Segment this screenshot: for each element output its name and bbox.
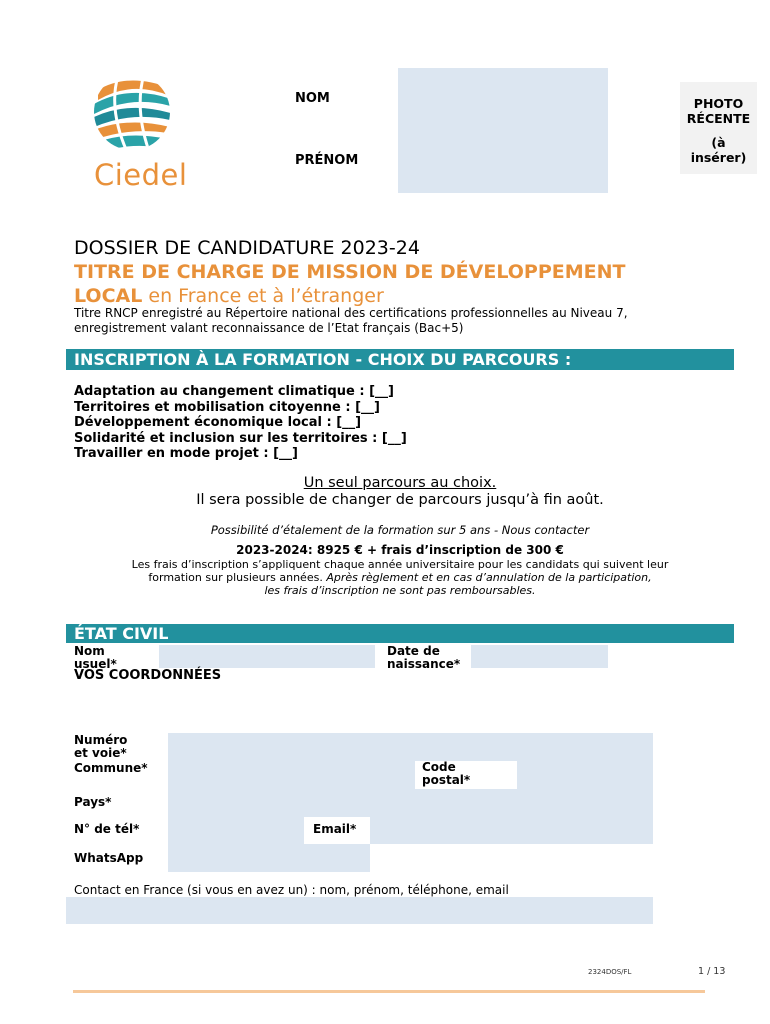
dossier-title: DOSSIER DE CANDIDATURE 2023-24 bbox=[74, 237, 420, 259]
parcours-option[interactable]: Développement économique local : [__] bbox=[74, 415, 362, 430]
titre-line-1: TITRE DE CHARGE DE MISSION DE DÉVELOPPEMENT bbox=[74, 261, 626, 283]
parcours-list bbox=[74, 384, 407, 462]
pays-label: Pays* bbox=[74, 795, 112, 809]
commune-label: Commune* bbox=[74, 761, 148, 775]
rncp-line: Titre RNCP enregistré au Répertoire national des certifications professionnelles au Niveau 7, bbox=[74, 306, 628, 320]
parcours-note bbox=[66, 475, 734, 509]
frais-line: Les frais d’inscription s’appliquent chaque année universitaire pour les candidats qui suivent leur bbox=[131, 558, 669, 571]
code-postal-label-line: Code bbox=[422, 760, 456, 774]
frais-line3: les frais d’inscription ne sont pas remboursables. bbox=[264, 584, 536, 597]
contact-france-field[interactable] bbox=[66, 897, 653, 924]
nom-usuel-label-line: Nom bbox=[74, 644, 105, 658]
frais-line bbox=[66, 571, 734, 584]
numero-voie-label-line: et voie* bbox=[74, 746, 127, 760]
photo-placeholder[interactable] bbox=[680, 82, 757, 174]
nom-usuel-field[interactable] bbox=[159, 645, 375, 668]
frais-line2-normal: formation sur plusieurs années. bbox=[148, 571, 327, 584]
contact-france-label: Contact en France (si vous en avez un) : nom, prénom, téléphone, email bbox=[74, 883, 509, 897]
date-naissance-label-line: naissance* bbox=[387, 658, 461, 668]
parcours-option[interactable]: Travailler en mode projet : [__] bbox=[74, 446, 298, 461]
date-naissance-label bbox=[387, 645, 460, 668]
code-postal-label-line: postal* bbox=[422, 773, 471, 787]
photo-line: RÉCENTE bbox=[686, 111, 751, 126]
parcours-option[interactable]: Territoires et mobilisation citoyenne : [__] bbox=[74, 399, 380, 415]
ciedel-logo bbox=[88, 70, 188, 195]
adresse-field[interactable] bbox=[168, 733, 653, 817]
nom-usuel-label bbox=[74, 645, 117, 668]
ciedel-emblem-icon bbox=[88, 70, 178, 156]
date-naissance-label-line: Date de bbox=[387, 644, 440, 658]
numero-voie-label-line: Numéro bbox=[74, 733, 128, 747]
email-label: Email* bbox=[313, 822, 357, 836]
numero-voie-label bbox=[74, 734, 127, 760]
inscription-section-bar: INSCRIPTION À LA FORMATION - CHOIX DU PARCOURS : bbox=[66, 349, 734, 370]
frais-line2-italic: Après règlement et en cas d’annulation de la participation, bbox=[326, 571, 652, 584]
etat-civil-section-bar: ÉTAT CIVIL bbox=[66, 624, 734, 643]
telephone-field[interactable] bbox=[168, 817, 304, 844]
photo-line: (à bbox=[711, 135, 726, 150]
rncp-description bbox=[74, 306, 714, 336]
titre-location: en France et à l’étranger bbox=[142, 285, 384, 307]
code-postal-label bbox=[415, 761, 517, 789]
tarif-text: 2023-2024: 8925 € + frais d’inscription de 300 € bbox=[236, 543, 564, 557]
titre-line-2 bbox=[74, 284, 626, 308]
parcours-option[interactable]: Solidarité et inclusion sur les territoires : [__] bbox=[74, 430, 407, 446]
etalement-note: Possibilité d’étalement de la formation sur 5 ans - Nous contacter bbox=[210, 523, 590, 537]
titre-formation bbox=[74, 260, 626, 308]
nom-prenom-field[interactable] bbox=[398, 68, 608, 193]
logo-wordmark: Ciedel bbox=[94, 158, 188, 192]
footer-divider bbox=[73, 990, 705, 993]
whatsapp-label: WhatsApp bbox=[74, 851, 144, 865]
email-field[interactable] bbox=[370, 817, 653, 844]
nom-label: NOM bbox=[295, 91, 330, 106]
seul-parcours-text: Un seul parcours au choix. bbox=[303, 475, 497, 491]
prenom-label: PRÉNOM bbox=[295, 153, 359, 168]
coordonnees-title: VOS COORDONNÉES bbox=[74, 668, 222, 683]
photo-line: insérer) bbox=[690, 150, 747, 165]
parcours-option[interactable]: Adaptation au changement climatique : [__] bbox=[74, 384, 394, 399]
telephone-label: N° de tél* bbox=[74, 822, 140, 836]
document-code: 2324DOS/FL bbox=[588, 968, 632, 976]
frais-note bbox=[66, 558, 734, 597]
page-number: 1 / 13 bbox=[698, 966, 726, 977]
whatsapp-field[interactable] bbox=[168, 844, 370, 872]
rncp-line: enregistrement valant reconnaissance de l’Etat français (Bac+5) bbox=[74, 321, 464, 335]
date-naissance-field[interactable] bbox=[471, 645, 608, 668]
nom-usuel-label-line: usuel* bbox=[74, 658, 117, 668]
changer-parcours-text: Il sera possible de changer de parcours jusqu’à fin août. bbox=[196, 492, 604, 508]
photo-line: PHOTO bbox=[693, 96, 744, 111]
titre-local: LOCAL bbox=[74, 285, 143, 307]
